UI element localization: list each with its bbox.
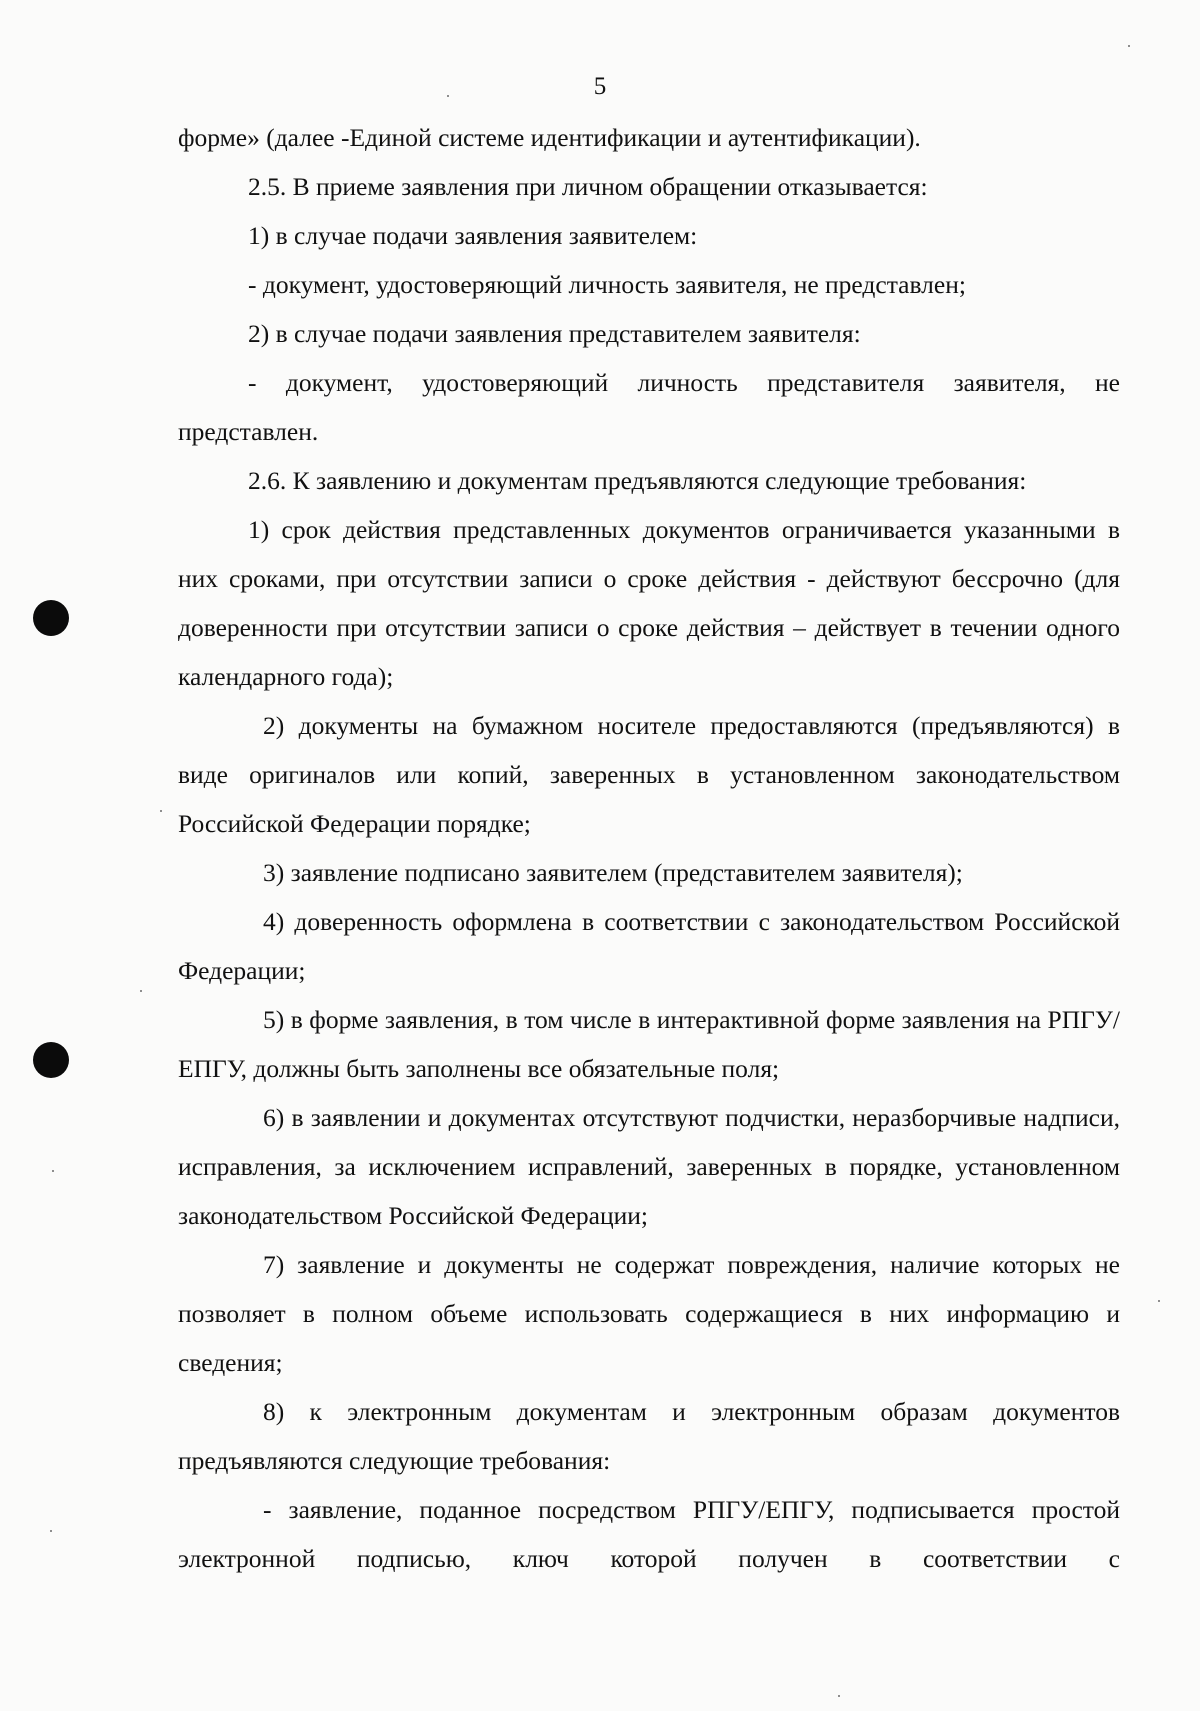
punch-hole-mark — [33, 600, 69, 636]
paragraph-2-5-item-2-dash: - документ, удостоверяющий личность представителя заявителя, не представлен. — [178, 368, 1120, 446]
scan-speck — [838, 1695, 840, 1697]
paragraph-2-5-item-1-dash: - документ, удостоверяющий личность заявителя, не представлен; — [248, 270, 966, 299]
paragraph-2-6-item-4: 4) доверенность оформлена в соответствии с законодательством Российской Федерации; — [178, 907, 1120, 985]
paragraph-2-5-item-1: 1) в случае подачи заявления заявителем: — [248, 221, 698, 250]
paragraph-2-6: 2.6. К заявлению и документам предъявляются следующие требования: — [248, 466, 1027, 495]
scan-speck — [50, 1530, 52, 1532]
page-number: 5 — [593, 73, 607, 100]
paragraph-2-6-item-5: 5) в форме заявления, в том числе в интерактивной форме заявления на РПГУ/ЕПГУ, должны быть заполнены все обязательные поля; — [178, 1005, 1120, 1083]
paragraph-2-6-item-1: 1) срок действия представленных документов ограничивается указанными в них сроками, при отсутствии записи о сроке действия - действуют бессрочно (для доверенности при отсутствии записи о сроке действия – действует в течении одного календарного года); — [178, 515, 1120, 691]
scan-speck — [140, 990, 142, 992]
paragraph-2-5-item-2: 2) в случае подачи заявления представителем заявителя: — [248, 319, 861, 348]
paragraph-2-6-item-6: 6) в заявлении и документах отсутствуют подчистки, неразборчивые надписи, исправления, за исключением исправлений, заверенных в порядке, установленном законодательством Российской Федерации; — [178, 1103, 1120, 1230]
paragraph-2-6-item-7: 7) заявление и документы не содержат повреждения, наличие которых не позволяет в полном объеме использовать содержащиеся в них информацию и сведения; — [178, 1250, 1120, 1377]
scan-speck — [447, 95, 449, 97]
paragraph-2-6-item-3: 3) заявление подписано заявителем (представителем заявителя); — [263, 858, 963, 887]
punch-hole-mark — [33, 1042, 69, 1078]
paragraph-2-5: 2.5. В приеме заявления при личном обращении отказывается: — [248, 172, 928, 201]
scan-speck — [1158, 1300, 1160, 1302]
scan-speck — [160, 810, 162, 812]
scan-speck — [52, 1170, 54, 1172]
paragraph-continuation: форме» (далее -Единой системе идентификации и аутентификации). — [178, 123, 921, 152]
document-body — [178, 113, 1120, 1583]
paragraph-2-6-item-2: 2) документы на бумажном носителе предоставляются (предъявляются) в виде оригиналов или копий, заверенных в установленном законодательством Российской Федерации порядке; — [178, 711, 1120, 838]
paragraph-2-6-item-8-dash: - заявление, поданное посредством РПГУ/ЕПГУ, подписывается простой электронной подписью, ключ которой получен в соответствии с — [178, 1495, 1120, 1573]
paragraph-2-6-item-8: 8) к электронным документам и электронным образам документов предъявляются следующие требования: — [178, 1397, 1120, 1475]
scan-speck — [1128, 45, 1130, 47]
